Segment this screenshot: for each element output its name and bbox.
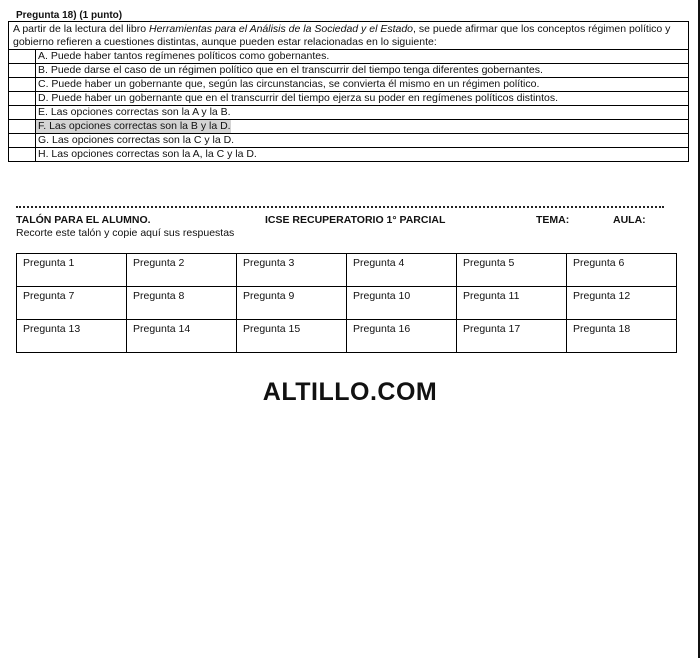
- question-text: [9, 22, 688, 50]
- cut-line: [16, 206, 664, 208]
- option-row: [9, 50, 688, 64]
- option-margin: [9, 78, 36, 91]
- question-text-before: A partir de la lectura del libro: [13, 23, 149, 35]
- answer-cell[interactable]: Pregunta 1: [17, 254, 127, 287]
- option-label: E. Las opciones correctas son la A y la B.: [38, 106, 231, 118]
- question-box: [8, 21, 689, 162]
- exam-name: ICSE RECUPERATORIO 1° PARCIAL: [265, 214, 446, 226]
- option-margin: [9, 92, 36, 105]
- option-label: B. Puede darse el caso de un régimen político que en el transcurrir del tiempo tenga diferentes gobernantes.: [38, 64, 543, 76]
- answer-cell[interactable]: Pregunta 8: [127, 287, 237, 320]
- options-list: [9, 50, 688, 161]
- option-margin: [9, 106, 36, 119]
- option-row: [9, 148, 688, 161]
- brand-text: ALTILLO.COM: [262, 378, 438, 406]
- answer-cell[interactable]: Pregunta 15: [237, 320, 347, 353]
- answer-cell[interactable]: Pregunta 13: [17, 320, 127, 353]
- answer-grid: [16, 253, 677, 353]
- grid-row: [17, 254, 677, 287]
- option-margin: [9, 50, 36, 63]
- answer-cell[interactable]: Pregunta 14: [127, 320, 237, 353]
- aula-label: AULA:: [613, 214, 646, 226]
- option-label: G. Las opciones correctas son la C y la D.: [38, 134, 235, 146]
- answer-cell[interactable]: Pregunta 12: [567, 287, 677, 320]
- option-margin: [9, 120, 36, 133]
- option-margin: [9, 148, 36, 161]
- answer-cell[interactable]: Pregunta 9: [237, 287, 347, 320]
- talon-header: [16, 214, 676, 228]
- answer-cell[interactable]: Pregunta 6: [567, 254, 677, 287]
- talon-instructions: Recorte este talón y copie aquí sus respuestas: [16, 227, 235, 239]
- tema-label: TEMA:: [536, 214, 570, 226]
- answer-cell[interactable]: Pregunta 2: [127, 254, 237, 287]
- option-label: F. Las opciones correctas son la B y la D.: [38, 120, 231, 132]
- option-row: [9, 106, 688, 120]
- question-text-after: , se puede afirmar que los conceptos régimen político y gobierno refieren a cuestiones distintas, aunque pueden estar relacionadas en lo siguiente:: [13, 23, 671, 48]
- option-label: H. Las opciones correctas son la A, la C y la D.: [38, 148, 257, 160]
- option-row: [9, 92, 688, 106]
- question-title: Pregunta 18) (1 punto): [16, 10, 123, 21]
- option-row: [9, 120, 688, 134]
- answer-cell[interactable]: Pregunta 10: [347, 287, 457, 320]
- answer-cell[interactable]: Pregunta 11: [457, 287, 567, 320]
- option-label: D. Puede haber un gobernante que en el transcurrir del tiempo ejerza su poder en regímenes políticos distintos.: [38, 92, 559, 104]
- answer-cell[interactable]: Pregunta 17: [457, 320, 567, 353]
- grid-row: [17, 287, 677, 320]
- option-row: [9, 134, 688, 148]
- option-margin: [9, 134, 36, 147]
- answer-cell[interactable]: Pregunta 3: [237, 254, 347, 287]
- answer-cell[interactable]: Pregunta 18: [567, 320, 677, 353]
- option-label: A. Puede haber tantos regímenes políticos como gobernantes.: [38, 50, 330, 62]
- option-row: [9, 64, 688, 78]
- answer-cell[interactable]: Pregunta 5: [457, 254, 567, 287]
- option-row: [9, 78, 688, 92]
- option-margin: [9, 64, 36, 77]
- option-label: C. Puede haber un gobernante que, según las circunstancias, se convierta él mismo en un régimen político.: [38, 78, 540, 90]
- grid-row: [17, 320, 677, 353]
- answer-cell[interactable]: Pregunta 4: [347, 254, 457, 287]
- book-title: Herramientas para el Análisis de la Sociedad y el Estado: [149, 23, 414, 35]
- answer-cell[interactable]: Pregunta 16: [347, 320, 457, 353]
- talon-heading: TALÓN PARA EL ALUMNO.: [16, 214, 151, 226]
- answer-cell[interactable]: Pregunta 7: [17, 287, 127, 320]
